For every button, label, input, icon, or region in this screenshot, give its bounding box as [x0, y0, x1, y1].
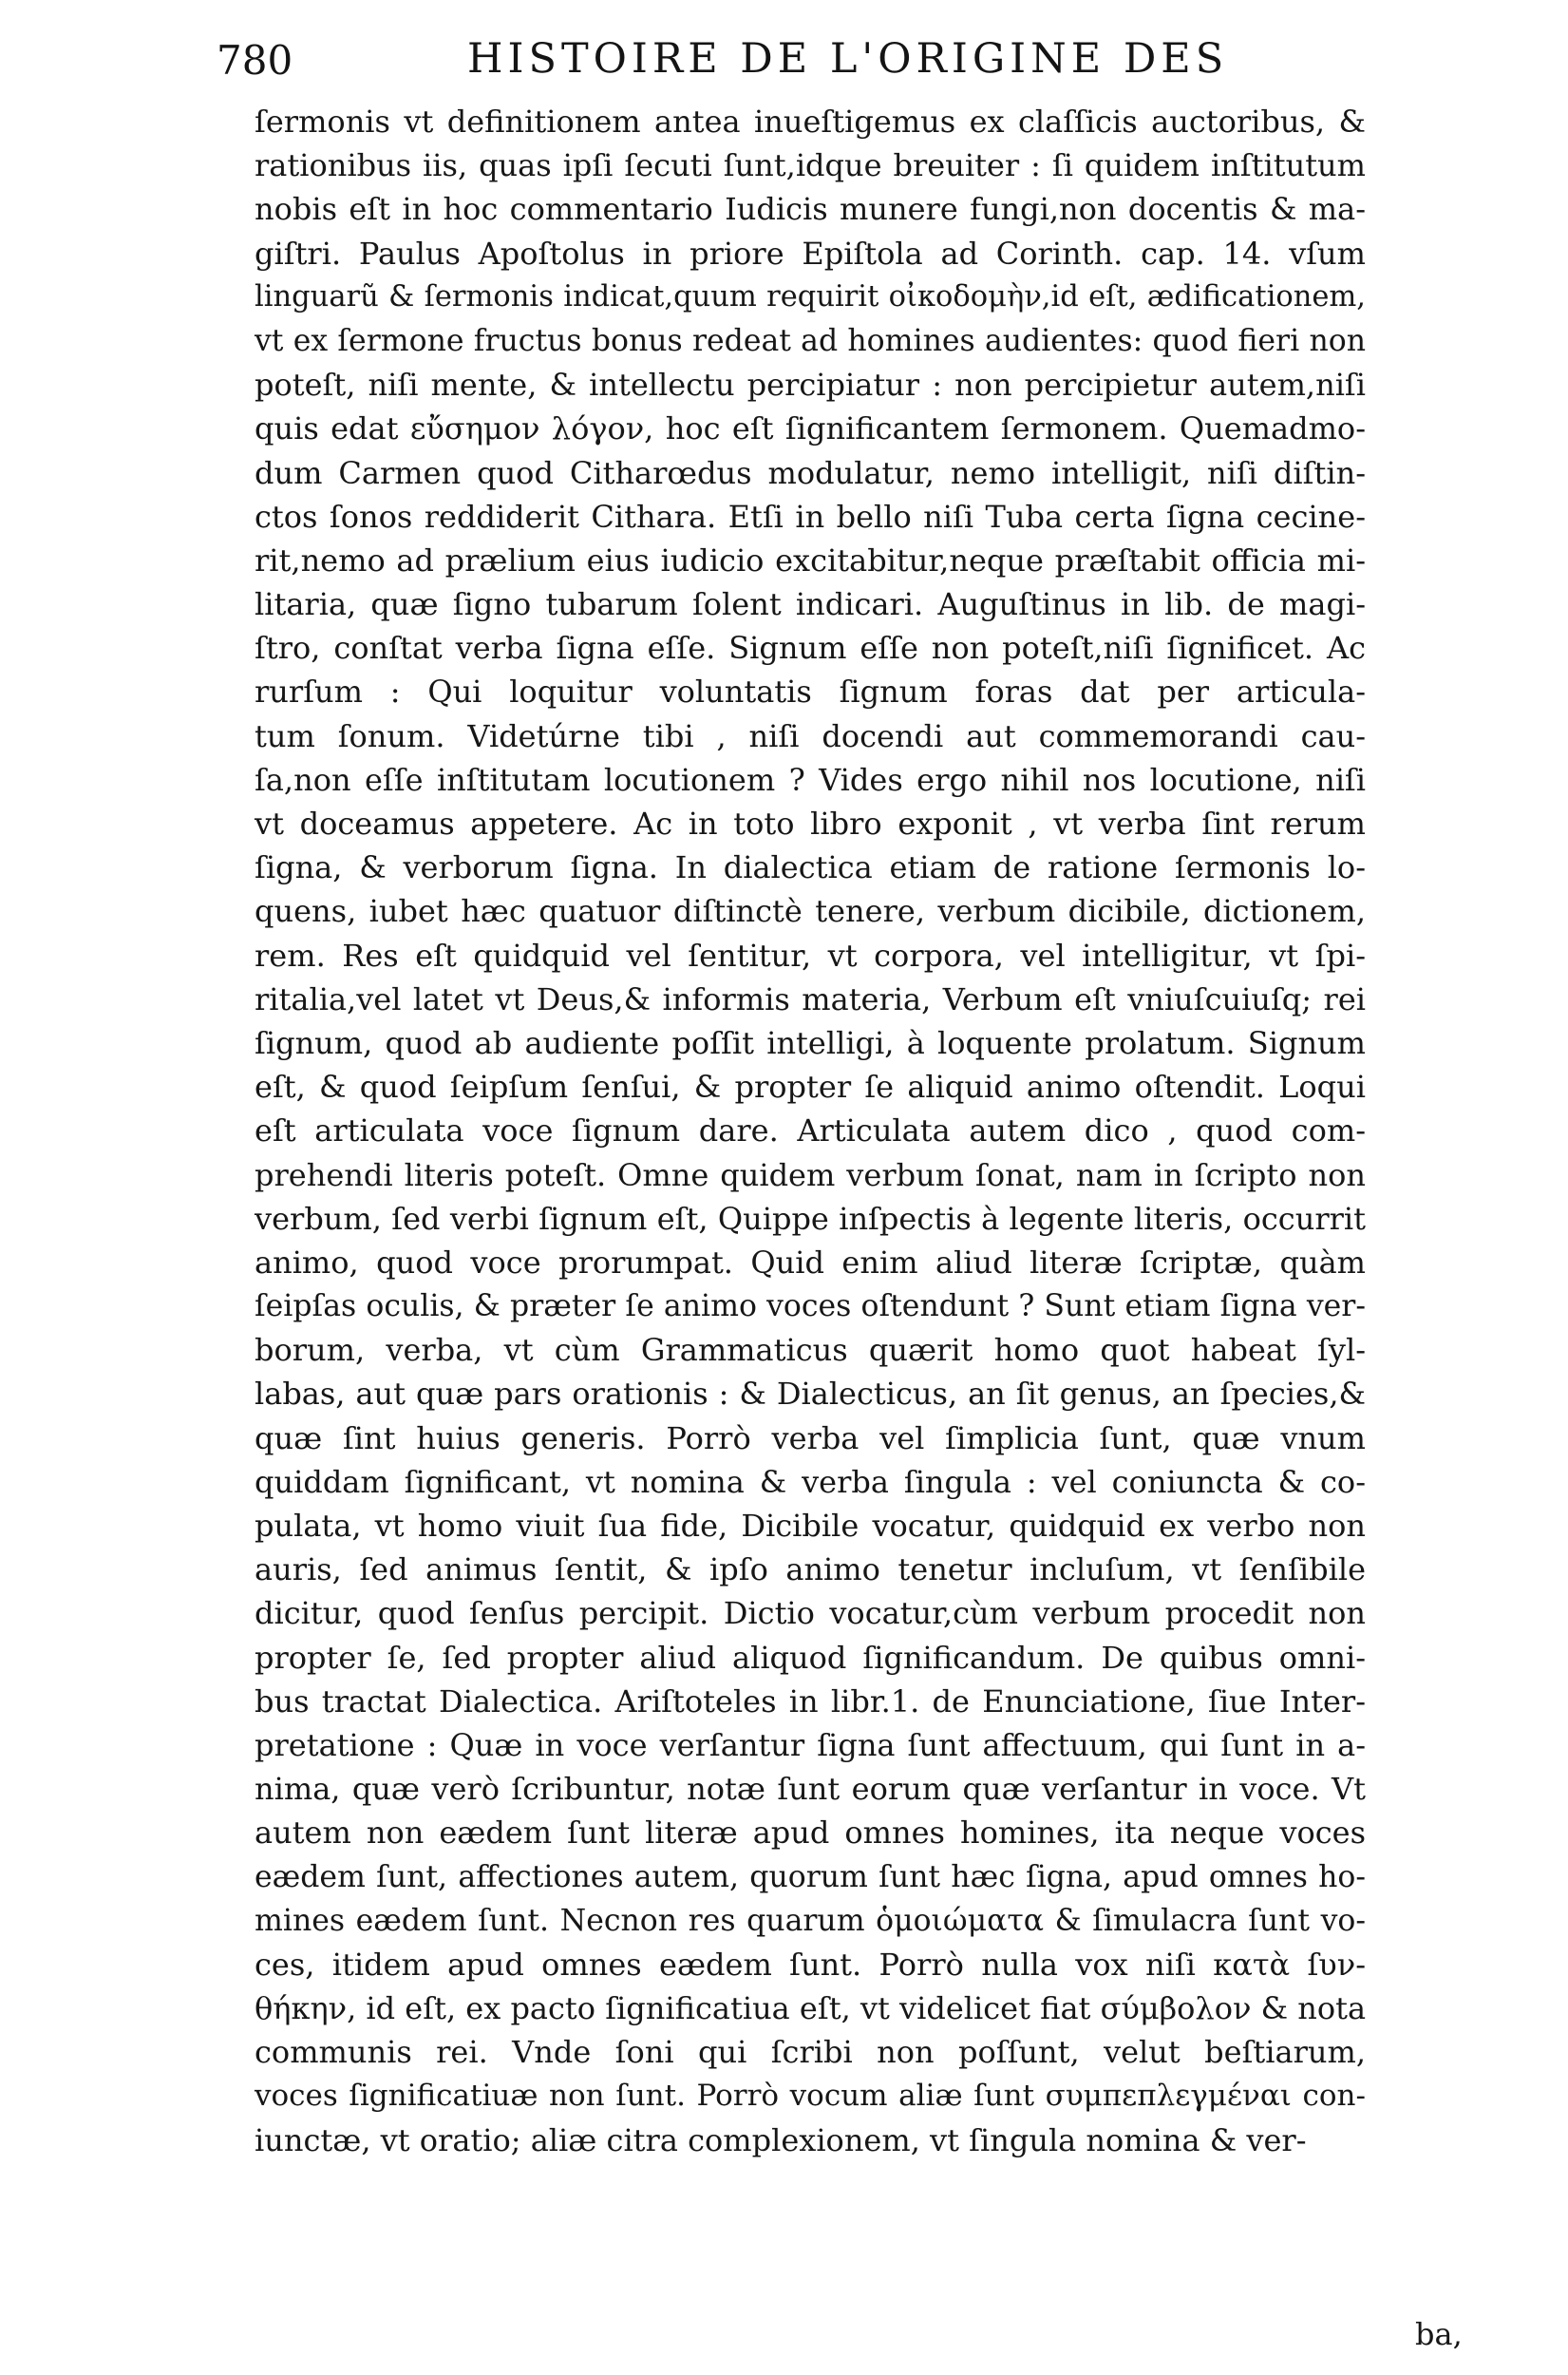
text-line: dicitur, quod ſenſus percipit. Dictio vocatur,cùm verbum procedit non — [255, 1595, 1366, 1632]
body-text — [255, 100, 1556, 2162]
text-line: ſa,non eſſe inſtitutam locutionem ? Vides ergo nihil nos locutione, niſi — [255, 761, 1366, 798]
text-line: pretatione : Quæ in voce verſantur ſigna ſunt affectuum, qui ſunt in a- — [255, 1726, 1366, 1763]
text-line: voces ſignificatiuæ non ſunt. Porrò vocum aliæ ſunt συμπεπλεγμέναι con- — [255, 2079, 1366, 2114]
text-line: litaria, quæ ſigno tubarum ſolent indicari. Auguſtinus in lib. de magi- — [255, 586, 1366, 623]
text-line: rit,nemo ad prælium eius iudicio excitabitur,neque præſtabit officia mi- — [255, 542, 1366, 579]
text-line: eſt, & quod ſeipſum ſenſui, & propter ſe aliquid animo oſtendit. Loqui — [255, 1069, 1366, 1106]
text-line: animo, quod voce prorumpat. Quid enim aliud literæ ſcriptæ, quàm — [255, 1244, 1366, 1281]
text-line: ces, itidem apud omnes eædem ſunt. Porrò nulla vox niſi κατὰ ſυν- — [255, 1946, 1366, 1983]
text-line: auris, ſed animus ſentit, & ipſo animo tenetur incluſum, vt ſenſibile — [255, 1551, 1366, 1588]
text-line: tum ſonum. Videtúrne tibi , niſi docendi aut commemorandi cau- — [255, 717, 1366, 754]
text-line: ritalia,vel latet vt Deus,& informis materia, Verbum eſt vniuſcuiuſq; rei — [255, 980, 1366, 1017]
text-line: prehendi literis poteſt. Omne quidem verbum ſonat, nam in ſcripto non — [255, 1156, 1366, 1193]
text-line: bus tractat Dialectica. Ariſtoteles in libr.1. de Enunciatione, ſiue Inter- — [255, 1682, 1366, 1720]
text-line: ſermonis vt definitionem antea inueſtigemus ex claſſicis auctoribus, & — [255, 104, 1366, 140]
text-line: ctos ſonos reddiderit Cithara. Etſi in bello niſi Tuba certa ſigna cecine- — [255, 498, 1366, 535]
text-line: vt doceamus appetere. Ac in toto libro exponit , vt verba ſint rerum — [255, 806, 1366, 842]
text-line: quens, iubet hæc quatuor diſtinctè tenere, verbum dicibile, dictionem, — [255, 893, 1366, 930]
text-line: poteſt, niſi mente, & intellectu percipiatur : non percipietur autem,niſi — [255, 367, 1366, 404]
text-line: ſignum, quod ab audiente poſſit intelligi, à loquente prolatum. Signum — [255, 1024, 1366, 1061]
text-line: vt ex ſermone fructus bonus redeat ad homines audientes: quod fieri non — [255, 323, 1366, 358]
text-line: quæ ſint huius generis. Porrò verba vel ſimplicia ſunt, quæ vnum — [255, 1419, 1366, 1456]
text-line: propter ſe, ſed propter aliud aliquod ſignificandum. De quibus omni- — [255, 1639, 1366, 1676]
text-line: verbum, ſed verbi ſignum eſt, Quippe inſpectis à legente literis, occurrit — [255, 1200, 1366, 1237]
text-line: iunctæ, vt oratio; aliæ citra complexionem, vt ſingula nomina & ver- — [255, 2121, 1307, 2158]
text-line: communis rei. Vnde ſoni qui ſcribi non poſſunt, velut beſtiarum, — [255, 2034, 1366, 2071]
text-line: nima, quæ verò ſcribuntur, notæ ſunt eorum quæ verſantur in voce. Vt — [255, 1771, 1366, 1808]
text-line: rurſum : Qui loquitur voluntatis ſignum foras dat per articula- — [255, 674, 1366, 711]
text-line: eædem ſunt, affectiones autem, quorum ſunt hæc ſigna, apud omnes ho- — [255, 1859, 1366, 1894]
page-number: 780 — [217, 37, 293, 84]
text-line: mines eædem ſunt. Necnon res quarum ὁμοιώματα & ſimulacra ſunt vo- — [255, 1903, 1366, 1938]
text-line: ſigna, & verborum ſigna. In dialectica etiam de ratione ſermonis lo- — [255, 849, 1366, 886]
text-line: rationibus iis, quas ipſi ſecuti ſunt,idque breuiter : ſi quidem inſtitutum — [255, 147, 1366, 184]
text-line: labas, aut quæ pars orationis : & Dialecticus, an ſit genus, an ſpecies,& — [255, 1376, 1366, 1413]
text-line: linguarũ & ſermonis indicat,quum requirit οἰκοδομὴν,id eſt, ædificationem, — [255, 279, 1366, 314]
text-line: ſtro, conſtat verba ſigna eſſe. Signum eſſe non poteſt,niſi ſignificet. Ac — [255, 630, 1366, 667]
text-line: giſtri. Paulus Apoſtolus in priore Epiſtola ad Corinth. cap. 14. vſum — [255, 235, 1366, 272]
text-line: borum, verba, vt cùm Grammaticus quærit homo quot habeat ſyl- — [255, 1332, 1366, 1369]
text-line: quis edat εὔσημον λόγον, hoc eſt ſignificantem ſermonem. Quemadmo- — [255, 410, 1366, 447]
text-line: autem non eædem ſunt literæ apud omnes homines, ita neque voces — [255, 1814, 1366, 1852]
text-line: dum Carmen quod Citharœdus modulatur, nemo intelligit, niſi diſtin- — [255, 454, 1366, 491]
text-line: ſeipſas oculis, & præter ſe animo voces oſtendunt ? Sunt etiam ſigna ver- — [255, 1289, 1366, 1324]
text-line: quiddam ſignificant, vt nomina & verba ſingula : vel coniuncta & co- — [255, 1463, 1366, 1500]
text-line: pulata, vt homo viuit ſua fide, Dicibile vocatur, quidquid ex verbo non — [255, 1508, 1366, 1544]
text-line: nobis eſt in hoc commentario Iudicis munere fungi,non docentis & ma- — [255, 191, 1366, 228]
catchword: ba, — [1415, 2316, 1463, 2352]
text-line: eſt articulata voce ſignum dare. Articulata autem dico , quod com- — [255, 1112, 1366, 1150]
running-title: HISTOIRE DE L'ORIGINE DES — [467, 35, 1229, 83]
page-header — [217, 25, 1318, 95]
text-line: θήκην, id eſt, ex pacto ſignificatiua eſt, vt videlicet fiat σύμβολον & nota — [255, 1990, 1367, 2027]
text-line: rem. Res eſt quidquid vel ſentitur, vt corpora, vel intelligitur, vt ſpi- — [255, 937, 1366, 974]
